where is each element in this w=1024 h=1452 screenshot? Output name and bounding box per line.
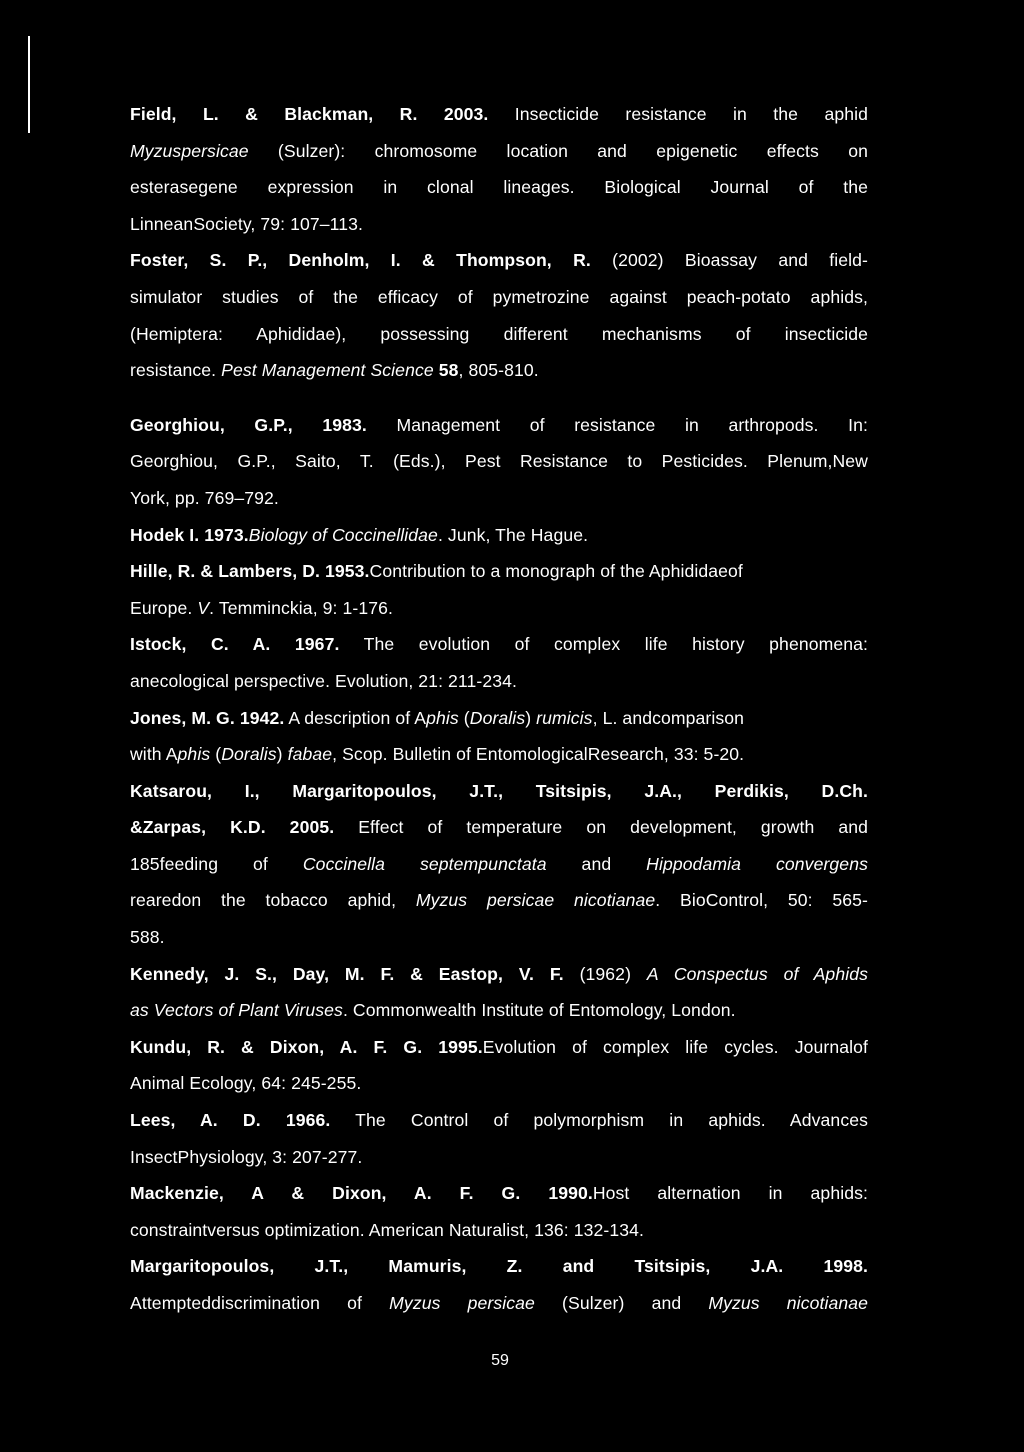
reference-text: InsectPhysiology, 3: 207-277. (130, 1146, 363, 1167)
reference-line (130, 700, 868, 737)
reference-text: Management of resistance in arthropods. In: (366, 414, 868, 435)
reference-text: Insecticide resistance in the aphid (488, 104, 868, 124)
reference-authors-year: Jones, M. G. 1942. (130, 707, 285, 728)
reference-text: ( (458, 707, 470, 728)
reference-text: rearedon the tobacco aphid, (130, 890, 416, 911)
reference-line (130, 1285, 868, 1322)
reference-italic-text: Myzuspersicae (130, 140, 249, 161)
reference-line (130, 316, 868, 353)
reference-text: The evolution of complex life history phenomena: (339, 634, 868, 655)
reference-text: (Hemiptera: Aphididae), possessing different mechanisms of insecticide (130, 323, 868, 344)
reference-line (130, 242, 868, 279)
reference-italic-text: rumicis (536, 707, 593, 728)
reference-text: resistance. (130, 360, 222, 381)
reference-italic-text: phis (177, 744, 211, 765)
reference-italic-text: Myzus persicae (389, 1293, 535, 1313)
reference-authors-year: Georghiou, G.P., 1983. (130, 414, 367, 435)
entry-spacer (130, 389, 868, 407)
reference-line (130, 919, 868, 956)
reference-entry (130, 1102, 868, 1175)
reference-text: and (546, 853, 647, 874)
reference-entry (130, 773, 868, 956)
reference-entry (130, 956, 868, 1029)
reference-text: 588. (130, 927, 165, 948)
reference-line (130, 882, 868, 919)
reference-line (130, 279, 868, 316)
reference-line (130, 169, 868, 206)
reference-entry (130, 96, 868, 242)
reference-text: Europe. (130, 597, 198, 618)
reference-text: 185feeding of (130, 853, 303, 874)
reference-line (130, 443, 868, 480)
reference-authors-year: 58 (438, 360, 459, 381)
reference-line (130, 992, 868, 1029)
reference-text: , L. andcomparison (592, 707, 745, 728)
reference-text: (Sulzer): chromosome location and epigenetic effects on (248, 140, 868, 161)
reference-text: (2002) Bioassay and field- (590, 250, 868, 271)
reference-line (130, 956, 868, 993)
reference-authors-year: Margaritopoulos, J.T., Mamuris, Z. and Tsitsipis, J.A. 1998. (130, 1256, 868, 1277)
reference-italic-text: Pest Management Science (221, 360, 434, 381)
reference-text: (Sulzer) and (534, 1293, 709, 1313)
reference-line (130, 736, 868, 773)
reference-line (130, 590, 868, 627)
page-number: 59 (491, 1352, 509, 1369)
reference-text: ) (525, 707, 537, 728)
reference-text: , Scop. Bulletin of EntomologicalResearch, 33: 5-20. (332, 744, 745, 765)
reference-text: Attempteddiscrimination of (130, 1293, 390, 1313)
reference-text: York, pp. 769–792. (130, 487, 279, 508)
reference-italic-text: Myzus nicotianae (708, 1293, 868, 1313)
reference-line (130, 846, 868, 883)
reference-text: . Junk, The Hague. (437, 524, 589, 545)
reference-line (130, 1065, 868, 1102)
reference-entry (130, 700, 868, 773)
reference-entry (130, 407, 868, 517)
reference-authors-year: Katsarou, I., Margaritopoulos, J.T., Tsitsipis, J.A., Perdikis, D.Ch. (130, 780, 868, 801)
reference-authors-year: &Zarpas, K.D. 2005. (130, 817, 335, 838)
reference-line (130, 1175, 868, 1212)
reference-entry (130, 626, 868, 699)
reference-text: Evolution of complex life cycles. Journalof (482, 1036, 868, 1057)
reference-text: Host alternation in aphids: (592, 1183, 868, 1204)
reference-authors-year: Hodek I. 1973. (130, 524, 249, 545)
reference-authors-year: Istock, C. A. 1967. (130, 634, 340, 655)
reference-authors-year: Field, L. & Blackman, R. 2003. (130, 104, 489, 124)
reference-line (130, 553, 868, 590)
reference-text: . BioControl, 50: 565- (655, 890, 868, 911)
reference-text: (1962) (563, 963, 647, 984)
reference-entry (130, 517, 868, 554)
reference-text: LinneanSociety, 79: 107–113. (130, 213, 364, 234)
reference-text: with A (130, 744, 178, 765)
reference-italic-text: A Conspectus of Aphids (646, 963, 868, 984)
reference-line (130, 1139, 868, 1176)
reference-line (130, 480, 868, 517)
reference-line (130, 1029, 868, 1066)
reference-entry (130, 1029, 868, 1102)
reference-text: The Control of polymorphism in aphids. Advances (330, 1110, 868, 1131)
reference-list (130, 96, 868, 1322)
reference-line (130, 663, 868, 700)
reference-text: constraintversus optimization. American Naturalist, 136: 132-134. (130, 1219, 645, 1240)
reference-text: esterasegene expression in clonal lineages. Biological Journal of the (130, 177, 868, 198)
reference-text: A description of A (284, 707, 427, 728)
reference-entry (130, 242, 868, 388)
reference-line (130, 96, 868, 133)
reference-authors-year: Mackenzie, A & Dixon, A. F. G. 1990. (130, 1183, 593, 1204)
reference-italic-text: Hippodamia convergens (646, 853, 868, 874)
reference-italic-text: as Vectors of Plant Viruses (130, 1000, 343, 1021)
reference-italic-text: phis (426, 707, 459, 728)
reference-text: . Temminckia, 9: 1-176. (209, 597, 394, 618)
reference-authors-year: Kennedy, J. S., Day, M. F. & Eastop, V. F. (130, 963, 564, 984)
reference-line (130, 133, 868, 170)
reference-text: Animal Ecology, 64: 245-255. (130, 1073, 362, 1094)
reference-authors-year: Foster, S. P., Denholm, I. & Thompson, R. (130, 250, 591, 271)
reference-text: , 805-810. (458, 360, 539, 381)
reference-italic-text: Myzus persicae nicotianae (415, 890, 656, 911)
reference-authors-year: Lees, A. D. 1966. (130, 1110, 331, 1131)
reference-text: anecological perspective. Evolution, 21: 211-234. (130, 670, 517, 691)
reference-text: ( (210, 744, 222, 765)
reference-entry (130, 553, 868, 626)
reference-text: . Commonwealth Institute of Entomology, London. (342, 1000, 736, 1021)
reference-line (130, 626, 868, 663)
margin-rule (28, 36, 30, 133)
reference-line (130, 809, 868, 846)
reference-line (130, 206, 868, 243)
reference-authors-year: Kundu, R. & Dixon, A. F. G. 1995. (130, 1036, 483, 1057)
reference-italic-text: Biology of Coccinellidae (248, 524, 438, 545)
reference-text: Georghiou, G.P., Saito, T. (Eds.), Pest Resistance to Pesticides. Plenum,New (130, 451, 868, 472)
reference-italic-text: fabae (287, 744, 333, 765)
reference-italic-text: Coccinella septempunctata (302, 853, 547, 874)
reference-entry (130, 1248, 868, 1321)
reference-line (130, 352, 868, 389)
reference-entry (130, 1175, 868, 1248)
reference-line (130, 517, 868, 554)
reference-text: ) (276, 744, 288, 765)
reference-line (130, 1102, 868, 1139)
reference-authors-year: Hille, R. & Lambers, D. 1953. (130, 561, 370, 582)
reference-italic-text: Doralis (469, 707, 526, 728)
reference-italic-text: Doralis (221, 744, 277, 765)
reference-text: Contribution to a monograph of the Aphididaeof (369, 561, 743, 582)
reference-line (130, 773, 868, 810)
reference-line (130, 407, 868, 444)
reference-line (130, 1212, 868, 1249)
reference-text: Effect of temperature on development, growth and (334, 817, 868, 838)
reference-line (130, 1248, 868, 1285)
reference-italic-text: V (197, 597, 210, 618)
reference-text: simulator studies of the efficacy of pymetrozine against peach-potato aphids, (130, 286, 868, 307)
